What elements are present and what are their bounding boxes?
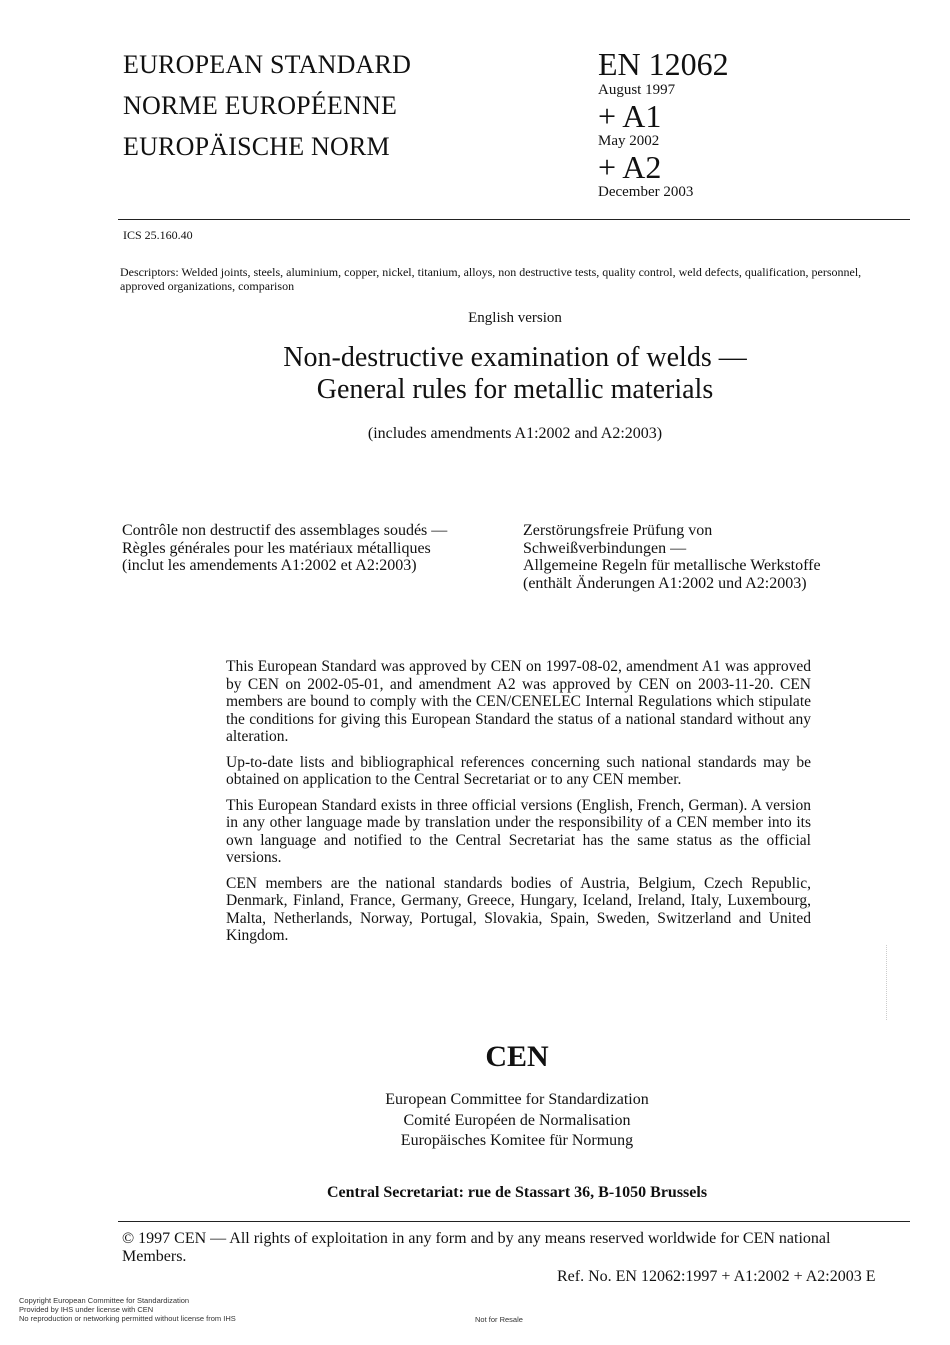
references-paragraph: Up-to-date lists and bibliographical references concerning such national standards may be obtained on application to the Central Secretariat or to any CEN member.: [226, 753, 811, 788]
german-title-line: Schweißverbindungen —: [523, 539, 687, 557]
scan-edge-mark: [886, 945, 893, 1020]
footer-divider: [118, 1221, 910, 1222]
includes-amendments-note: (includes amendments A1:2002 and A2:2003): [367, 425, 663, 442]
document-title-line-1: Non-destructive examination of welds —: [283, 342, 747, 373]
organization-names: [0, 1090, 950, 1152]
german-title-line: Allgemeine Regeln für metallische Werkstoffe: [523, 557, 821, 574]
org-name-german: Europäisches Komitee für Normung: [400, 1132, 634, 1149]
document-title-line-2: General rules for metallic materials: [316, 374, 714, 405]
title-english: EUROPEAN STANDARD: [123, 50, 412, 79]
descriptors: Descriptors: Welded joints, steels, aluminium, copper, nickel, titanium, alloys, non destructive tests, quality control, weld defects, qualification, personnel, approved organizations, comparison: [120, 265, 862, 293]
org-name-english: European Committee for Standardization: [385, 1091, 649, 1108]
french-title-line: Contrôle non destructif des assemblages soudés —: [122, 522, 448, 539]
header-divider: [118, 219, 910, 220]
license-footer: [19, 1296, 236, 1323]
org-name-french: Comité Européen de Normalisation: [403, 1111, 631, 1129]
versions-paragraph: This European Standard exists in three official versions (English, French, German). A version in any other language made by translation under the responsibility of a CEN member into its own language and notified to the Central Secretariat has the same status as the official versions.: [226, 796, 811, 866]
french-title-line: Règles générales pour les matériaux métalliques: [122, 539, 431, 557]
french-title-line: (inclut les amendements A1:2002 et A2:2003): [122, 557, 417, 574]
cen-logo-text: CEN: [485, 1040, 549, 1073]
amendment-a1-date: May 2002: [598, 133, 660, 149]
standard-type-titles: [123, 44, 411, 167]
amendment-a2-date: December 2003: [598, 184, 694, 200]
standard-date: August 1997: [598, 82, 676, 98]
title-french: NORME EUROPÉENNE: [123, 91, 398, 120]
amendment-a1-label: + A1: [598, 98, 662, 134]
french-title: [122, 522, 512, 575]
ics-code: ICS 25.160.40: [123, 228, 193, 242]
standard-number: EN 12062: [598, 46, 729, 82]
license-line: No reproduction or networking permitted without license from IHS: [19, 1314, 236, 1323]
copyright-notice: © 1997 CEN — All rights of exploitation in any form and by any means reserved worldwide for CEN national Members.: [122, 1230, 831, 1265]
standard-identifier-block: [598, 46, 729, 201]
not-for-resale-label: Not for Resale: [475, 1315, 523, 1324]
german-title-line: (enthält Änderungen A1:2002 und A2:2003): [523, 574, 807, 592]
members-paragraph: CEN members are the national standards bodies of Austria, Belgium, Czech Republic, Denmark, Finland, France, Germany, Greece, Hungary, Iceland, Ireland, Italy, Luxembourg, Malta, Netherlands, Norway, Portugal, Slovakia, Spain, Sweden, Switzerland and United Kingdom.: [226, 874, 811, 944]
reference-number: Ref. No. EN 12062:1997 + A1:2002 + A2:2003 E: [557, 1268, 876, 1285]
title-german: EUROPÄISCHE NORM: [123, 132, 390, 161]
approval-text: [226, 658, 811, 953]
language-version: English version: [468, 310, 562, 326]
central-secretariat-address: Central Secretariat: rue de Stassart 36, B-1050 Brussels: [326, 1184, 708, 1201]
german-title-line: Zerstörungsfreie Prüfung von: [523, 522, 713, 539]
license-line: Copyright European Committee for Standardization: [19, 1296, 190, 1305]
license-line: Provided by IHS under license with CEN: [19, 1305, 154, 1314]
approval-paragraph: This European Standard was approved by CEN on 1997-08-02, amendment A1 was approved by CEN on 2002-05-01, and amendment A2 was approved by CEN on 2003-11-20. CEN members are bound to comply with the CEN/CENELEC Internal Regulations which stipulate the conditions for giving this European Standard the status of a national standard without any alteration.: [226, 658, 811, 745]
amendment-a2-label: + A2: [598, 149, 662, 185]
document-title: [0, 342, 950, 406]
german-title: [523, 522, 923, 592]
